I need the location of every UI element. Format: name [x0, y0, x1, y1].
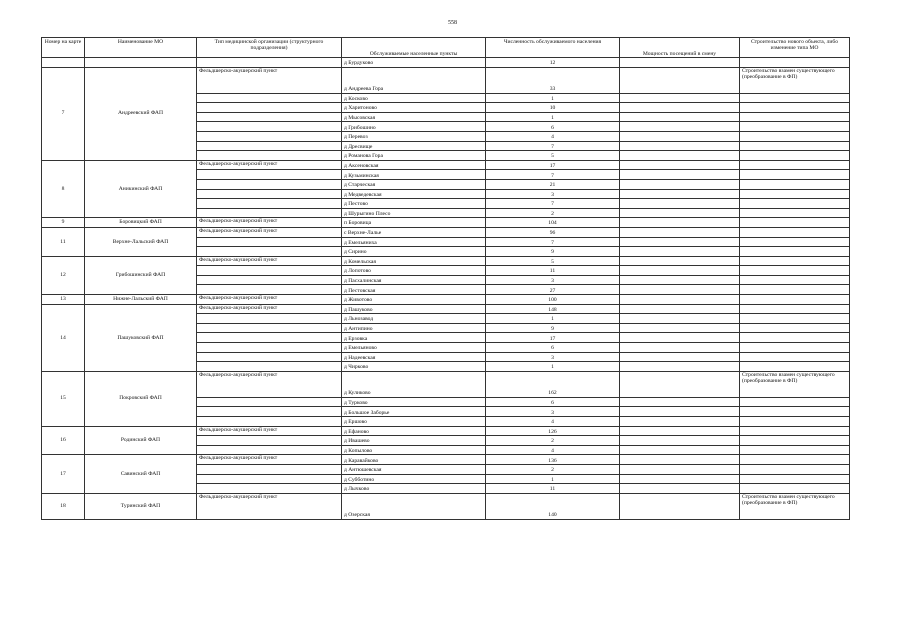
construction-cell	[740, 275, 850, 285]
table-row	[42, 67, 850, 93]
type-cell: Фельдшерско-акушерский пункт	[197, 455, 342, 465]
map-number-cell: 8	[42, 160, 85, 218]
population-cell: 1	[486, 112, 620, 122]
population-cell: 162	[486, 371, 620, 397]
capacity-cell	[620, 247, 740, 257]
settlement-cell: д Ефаново	[342, 426, 486, 436]
settlement-cell: д Пашуково	[342, 304, 486, 314]
population-cell: 7	[486, 170, 620, 180]
capacity-cell	[620, 256, 740, 266]
type-cell: Фельдшерско-акушерский пункт	[197, 493, 342, 519]
mo-name-cell: Андреевский ФАП	[85, 67, 197, 160]
construction-cell	[740, 417, 850, 427]
construction-cell	[740, 227, 850, 237]
construction-cell	[740, 407, 850, 417]
capacity-cell	[620, 179, 740, 189]
type-cell	[197, 112, 342, 122]
capacity-cell	[620, 323, 740, 333]
settlement-cell: д Романова Гора	[342, 151, 486, 161]
construction-cell	[740, 436, 850, 446]
population-cell: 136	[486, 455, 620, 465]
capacity-cell	[620, 445, 740, 455]
map-number-cell: 11	[42, 227, 85, 256]
mo-name-cell: Покровский ФАП	[85, 371, 197, 426]
table-row	[42, 371, 850, 397]
capacity-cell	[620, 275, 740, 285]
capacity-cell	[620, 67, 740, 93]
type-cell	[197, 179, 342, 189]
map-number-cell: 16	[42, 426, 85, 455]
type-cell	[197, 131, 342, 141]
settlement-cell: д Аксеновская	[342, 160, 486, 170]
construction-cell	[740, 304, 850, 314]
mo-name-cell: Пашуковский ФАП	[85, 304, 197, 371]
construction-cell	[740, 455, 850, 465]
population-cell: 17	[486, 160, 620, 170]
construction-cell	[740, 208, 850, 218]
capacity-cell	[620, 131, 740, 141]
map-number-cell: 15	[42, 371, 85, 426]
population-cell: 33	[486, 67, 620, 93]
population-cell: 4	[486, 131, 620, 141]
population-cell: 5	[486, 256, 620, 266]
capacity-cell	[620, 407, 740, 417]
settlement-cell: д Ивашево	[342, 436, 486, 446]
population-cell: 3	[486, 407, 620, 417]
construction-cell	[740, 93, 850, 103]
capacity-cell	[620, 266, 740, 276]
type-cell	[197, 285, 342, 295]
population-cell: 11	[486, 266, 620, 276]
settlement-cell: д Емельяново	[342, 343, 486, 353]
mo-name-cell: Верхне-Лальский ФАП	[85, 227, 197, 256]
construction-cell	[740, 343, 850, 353]
type-cell	[197, 170, 342, 180]
construction-cell	[740, 445, 850, 455]
construction-cell	[740, 112, 850, 122]
settlement-cell: д Косково	[342, 93, 486, 103]
type-cell	[197, 199, 342, 209]
construction-cell	[740, 237, 850, 247]
population-cell: 7	[486, 199, 620, 209]
population-cell: 9	[486, 323, 620, 333]
capacity-cell	[620, 474, 740, 484]
construction-cell	[740, 323, 850, 333]
population-cell: 148	[486, 304, 620, 314]
type-cell	[197, 189, 342, 199]
settlement-cell: д Бурдуково	[342, 58, 486, 68]
settlement-cell: д Копылово	[342, 445, 486, 455]
capacity-cell	[620, 160, 740, 170]
settlement-cell: д Ершово	[342, 417, 486, 427]
type-cell: Фельдшерско-акушерский пункт	[197, 160, 342, 170]
capacity-cell	[620, 362, 740, 372]
settlement-cell: д Пестово	[342, 199, 486, 209]
header-number: Номер на карте	[42, 38, 85, 58]
settlement-cell: д Старческая	[342, 179, 486, 189]
construction-cell	[740, 352, 850, 362]
population-cell: 7	[486, 141, 620, 151]
population-cell: 3	[486, 275, 620, 285]
type-cell: Фельдшерско-акушерский пункт	[197, 371, 342, 397]
table-row	[42, 58, 850, 68]
construction-cell: Строительство взамен существующего (преобразование в ФП)	[740, 371, 850, 397]
settlement-cell: д Лопотово	[342, 266, 486, 276]
construction-cell	[740, 170, 850, 180]
capacity-cell	[620, 484, 740, 494]
construction-cell	[740, 218, 850, 228]
construction-cell	[740, 131, 850, 141]
capacity-cell	[620, 333, 740, 343]
settlement-cell: д Чирково	[342, 362, 486, 372]
capacity-cell	[620, 141, 740, 151]
capacity-cell	[620, 426, 740, 436]
table-row	[42, 227, 850, 237]
population-cell: 1	[486, 314, 620, 324]
type-cell	[197, 103, 342, 113]
construction-cell	[740, 179, 850, 189]
population-cell: 4	[486, 417, 620, 427]
settlement-cell: д Куликово	[342, 371, 486, 397]
type-cell	[197, 397, 342, 407]
page-number: 558	[448, 20, 457, 26]
construction-cell	[740, 247, 850, 257]
population-cell: 11	[486, 484, 620, 494]
capacity-cell	[620, 314, 740, 324]
mo-name-cell: Нижне-Лальский ФАП	[85, 295, 197, 305]
settlement-cell: д Кузьминская	[342, 170, 486, 180]
map-number-cell: 17	[42, 455, 85, 493]
table-row	[42, 304, 850, 314]
type-cell	[197, 333, 342, 343]
population-cell: 27	[486, 285, 620, 295]
type-cell	[197, 407, 342, 417]
table-row	[42, 426, 850, 436]
capacity-cell	[620, 417, 740, 427]
type-cell	[197, 151, 342, 161]
construction-cell	[740, 397, 850, 407]
construction-cell	[740, 103, 850, 113]
settlement-cell: д Ерзовка	[342, 333, 486, 343]
table-row	[42, 256, 850, 266]
settlement-cell: д Льнозавод	[342, 314, 486, 324]
construction-cell	[740, 464, 850, 474]
population-cell: 104	[486, 218, 620, 228]
population-cell: 2	[486, 464, 620, 474]
population-cell: 5	[486, 151, 620, 161]
construction-cell	[740, 151, 850, 161]
population-cell: 17	[486, 333, 620, 343]
type-cell	[197, 93, 342, 103]
header-population: Численность обслуживаемого населения	[486, 38, 620, 58]
settlement-cell: п Боровица	[342, 218, 486, 228]
population-cell: 140	[486, 493, 620, 519]
capacity-cell	[620, 493, 740, 519]
header-type: Тип медицинской организации (структурного подразделения)	[197, 38, 342, 58]
settlement-cell: д Харитоново	[342, 103, 486, 113]
type-cell	[197, 445, 342, 455]
settlement-cell: д Каравайково	[342, 455, 486, 465]
construction-cell	[740, 426, 850, 436]
capacity-cell	[620, 103, 740, 113]
capacity-cell	[620, 122, 740, 132]
capacity-cell	[620, 208, 740, 218]
settlement-cell: д Лычково	[342, 484, 486, 494]
type-cell	[197, 122, 342, 132]
capacity-cell	[620, 237, 740, 247]
population-cell: 12	[486, 58, 620, 68]
settlement-cell: д Пасхалинская	[342, 275, 486, 285]
construction-cell	[740, 295, 850, 305]
construction-cell	[740, 256, 850, 266]
type-cell	[197, 208, 342, 218]
type-cell	[197, 314, 342, 324]
type-cell	[197, 275, 342, 285]
capacity-cell	[620, 371, 740, 397]
population-cell: 9	[486, 247, 620, 257]
construction-cell: Строительство взамен существующего (преобразование в ФП)	[740, 493, 850, 519]
construction-cell	[740, 266, 850, 276]
type-cell	[197, 343, 342, 353]
type-cell: Фельдшерско-акушерский пункт	[197, 256, 342, 266]
capacity-cell	[620, 93, 740, 103]
type-cell: Фельдшерско-акушерский пункт	[197, 67, 342, 93]
construction-cell	[740, 141, 850, 151]
settlement-cell: д Озерская	[342, 493, 486, 519]
type-cell	[197, 484, 342, 494]
type-cell	[197, 237, 342, 247]
mo-name-cell: Родинский ФАП	[85, 426, 197, 455]
construction-cell: Строительство взамен существующего (преобразование в ФП)	[740, 67, 850, 93]
type-cell	[197, 352, 342, 362]
construction-cell	[740, 474, 850, 484]
settlement-cell: д Дресвище	[342, 141, 486, 151]
capacity-cell	[620, 464, 740, 474]
capacity-cell	[620, 227, 740, 237]
population-cell: 96	[486, 227, 620, 237]
map-number-cell: 13	[42, 295, 85, 305]
population-cell: 10	[486, 103, 620, 113]
map-number-cell: 9	[42, 218, 85, 228]
population-cell: 7	[486, 237, 620, 247]
table-body	[42, 58, 850, 520]
population-cell: 6	[486, 343, 620, 353]
settlement-cell: д Шурыгино Плесо	[342, 208, 486, 218]
map-number-cell: 14	[42, 304, 85, 371]
construction-cell	[740, 314, 850, 324]
settlement-cell: д Медведевская	[342, 189, 486, 199]
population-cell: 100	[486, 295, 620, 305]
capacity-cell	[620, 199, 740, 209]
type-cell: Фельдшерско-акушерский пункт	[197, 218, 342, 228]
capacity-cell	[620, 189, 740, 199]
header-row	[42, 38, 850, 58]
construction-cell	[740, 484, 850, 494]
construction-cell	[740, 160, 850, 170]
capacity-cell	[620, 151, 740, 161]
settlement-cell: д Комельская	[342, 256, 486, 266]
capacity-cell	[620, 304, 740, 314]
construction-cell	[740, 362, 850, 372]
capacity-cell	[620, 397, 740, 407]
settlement-cell: д Антипино	[342, 323, 486, 333]
type-cell	[197, 266, 342, 276]
header-settlements: Обслуживаемые населенные пункты	[342, 38, 486, 58]
mo-name-cell: Грибошинский ФАП	[85, 256, 197, 294]
capacity-cell	[620, 455, 740, 465]
type-cell	[197, 141, 342, 151]
map-number-cell: 12	[42, 256, 85, 294]
settlement-cell: д Животово	[342, 295, 486, 305]
mo-name-cell: Савинский ФАП	[85, 455, 197, 493]
population-cell: 2	[486, 436, 620, 446]
mo-name-cell: Туринский ФАП	[85, 493, 197, 519]
facilities-table	[41, 37, 850, 520]
settlement-cell: д Андреева Гора	[342, 67, 486, 93]
population-cell: 4	[486, 445, 620, 455]
type-cell: Фельдшерско-акушерский пункт	[197, 304, 342, 314]
header-capacity: Мощность посещений в смену	[620, 38, 740, 58]
type-cell: Фельдшерско-акушерский пункт	[197, 227, 342, 237]
settlement-cell: д Антюшевская	[342, 464, 486, 474]
map-number-cell: 18	[42, 493, 85, 519]
population-cell: 1	[486, 362, 620, 372]
table-row	[42, 493, 850, 519]
capacity-cell	[620, 352, 740, 362]
population-cell: 126	[486, 426, 620, 436]
settlement-cell: д Грибошино	[342, 122, 486, 132]
population-cell: 3	[486, 189, 620, 199]
table-row	[42, 455, 850, 465]
type-cell: Фельдшерско-акушерский пункт	[197, 426, 342, 436]
settlement-cell: д Турково	[342, 397, 486, 407]
table-row	[42, 160, 850, 170]
type-cell	[197, 474, 342, 484]
table-row	[42, 295, 850, 305]
population-cell: 6	[486, 397, 620, 407]
type-cell	[197, 417, 342, 427]
capacity-cell	[620, 170, 740, 180]
type-cell	[197, 323, 342, 333]
type-cell	[197, 362, 342, 372]
settlement-cell: с Верхне-Лалье	[342, 227, 486, 237]
capacity-cell	[620, 436, 740, 446]
population-cell: 3	[486, 352, 620, 362]
construction-cell	[740, 285, 850, 295]
type-cell	[197, 436, 342, 446]
type-cell	[197, 464, 342, 474]
mo-name-cell: Аникинский ФАП	[85, 160, 197, 218]
construction-cell	[740, 189, 850, 199]
construction-cell	[740, 199, 850, 209]
construction-cell	[740, 122, 850, 132]
settlement-cell: д Субботино	[342, 474, 486, 484]
settlement-cell: д Пестовская	[342, 285, 486, 295]
settlement-cell: д Мысовская	[342, 112, 486, 122]
settlement-cell: д Сирино	[342, 247, 486, 257]
settlement-cell: д Перевоз	[342, 131, 486, 141]
construction-cell	[740, 333, 850, 343]
capacity-cell	[620, 285, 740, 295]
population-cell: 1	[486, 93, 620, 103]
capacity-cell	[620, 218, 740, 228]
capacity-cell	[620, 295, 740, 305]
settlement-cell: д Емельяниха	[342, 237, 486, 247]
type-cell: Фельдшерско-акушерский пункт	[197, 295, 342, 305]
header-name: Наименование МО	[85, 38, 197, 58]
settlement-cell: д Надеевская	[342, 352, 486, 362]
mo-name-cell: Боровицкий ФАП	[85, 218, 197, 228]
population-cell: 6	[486, 122, 620, 132]
population-cell: 1	[486, 474, 620, 484]
map-number-cell: 7	[42, 67, 85, 160]
header-construction: Строительство нового объекта, либо изменение типа МО	[740, 38, 850, 58]
type-cell	[197, 247, 342, 257]
population-cell: 2	[486, 208, 620, 218]
capacity-cell	[620, 112, 740, 122]
population-cell: 21	[486, 179, 620, 189]
capacity-cell	[620, 343, 740, 353]
table-row	[42, 218, 850, 228]
settlement-cell: д Большое Заборье	[342, 407, 486, 417]
